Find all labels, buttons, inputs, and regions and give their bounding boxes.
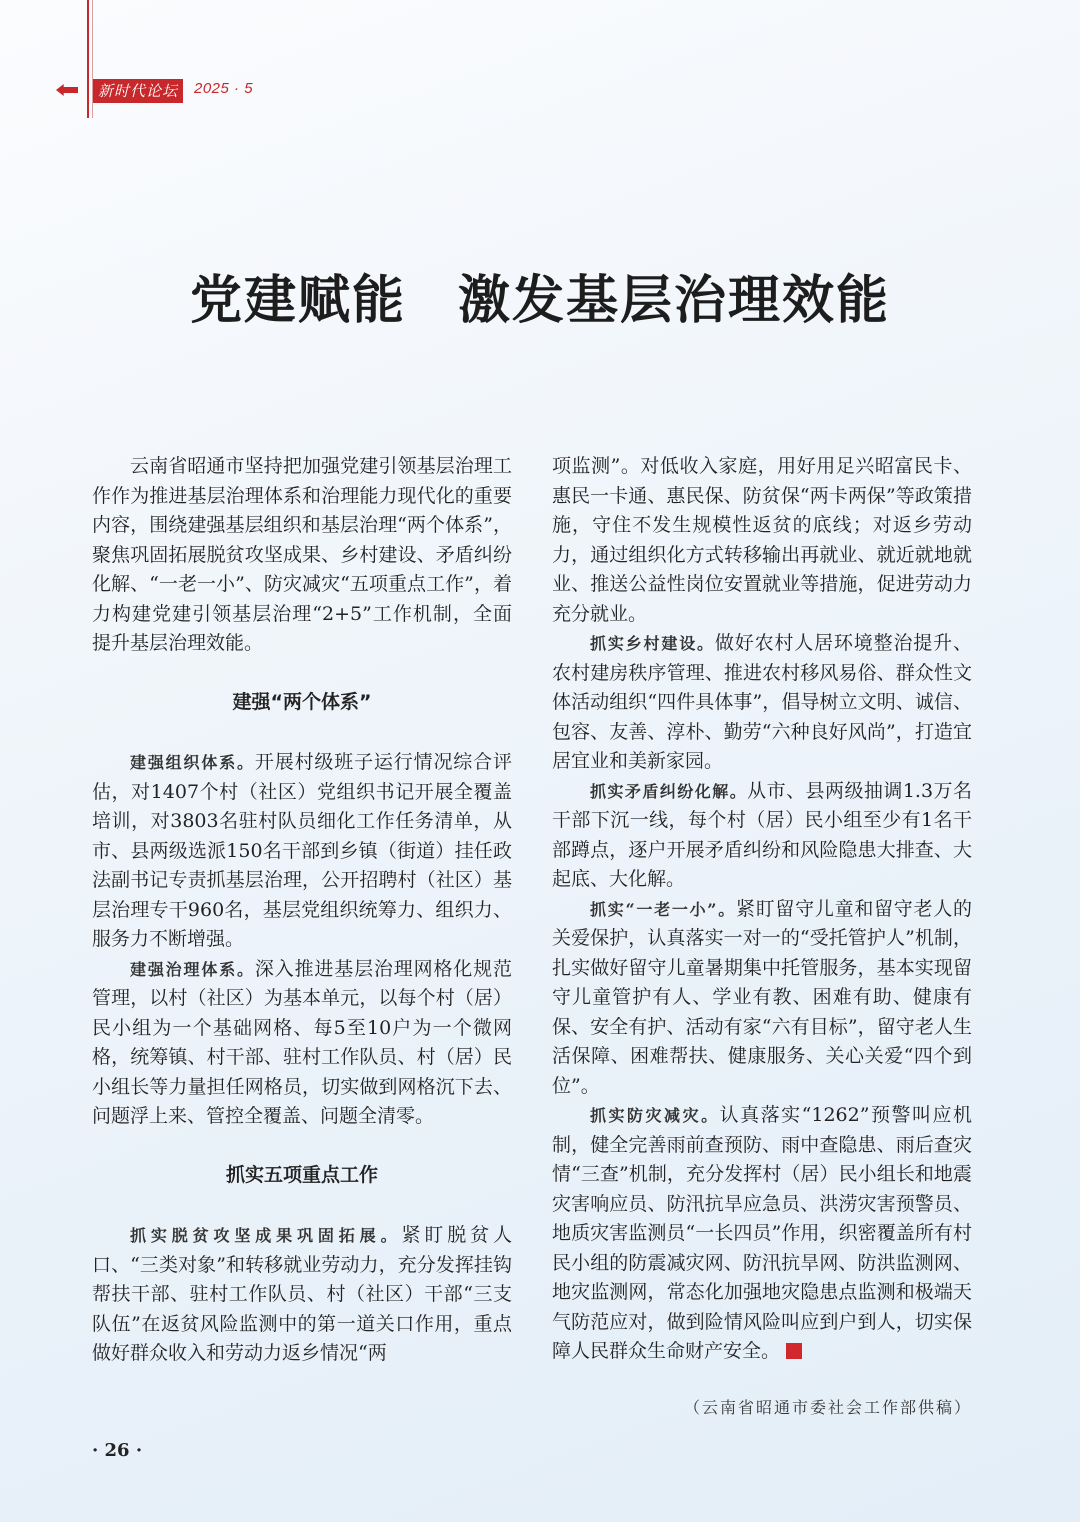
paragraph-body: 认真落实“1262”预警叫应机制，健全完善雨前查预防、雨中查隐患、雨后查灾情“三查”机制，充分发挥村（居）民小组长和地震灾害响应员、防汛抗旱应急员、洪涝灾害预警员、地质灾害监测员“一长四员”作用，织密覆盖所有村民小组的防震减灾网、防汛抗旱网、防洪监测网、地灾监测网，常态化加强地灾隐患点监测和极端天气防范应对，做到险情风险叫应到户到人，切实保障人民群众生命财产安全。 bbox=[552, 1104, 972, 1362]
paragraph-lead: 抓实乡村建设。 bbox=[590, 634, 715, 653]
column-left bbox=[92, 452, 512, 1369]
article-credit: （云南省昭通市委社会工作部供稿） bbox=[683, 1398, 972, 1417]
page-number: · 26 · bbox=[92, 1440, 143, 1461]
paragraph-lead: 抓实防灾减灾。 bbox=[590, 1106, 720, 1125]
paragraph-lead: 抓实脱贫攻坚成果巩固拓展。 bbox=[130, 1226, 402, 1245]
paragraph bbox=[552, 895, 972, 1102]
section-heading-2: 抓实五项重点工作 bbox=[225, 1163, 378, 1186]
magazine-logo: 新时代论坛 bbox=[93, 79, 183, 103]
issue-label: 2025 · 5 bbox=[194, 80, 254, 97]
paragraph-body: 紧盯留守儿童和留守老人的关爱保护，认真落实一对一的“受托管护人”机制，扎实做好留守儿童暑期集中托管服务，基本实现留守儿童管护有人、学业有教、困难有助、健康有保、安全有护、活动有家“六有目标”，留守老人生活保障、困难帮扶、健康服务、关心关爱“四个到位”。 bbox=[552, 897, 972, 1097]
paragraph-body: 紧盯脱贫人口、“三类对象”和转移就业劳动力，充分发挥挂钩帮扶干部、驻村工作队员、村（社区）干部“三支队伍”在返贫风险监测中的第一道关口作用，重点做好群众收入和劳动力返乡情况“两 bbox=[92, 1224, 512, 1364]
paragraph bbox=[552, 1101, 972, 1367]
page-header bbox=[0, 0, 1080, 130]
paragraph-body: 从市、县两级抽调1.3万名干部下沉一线，每个村（居）民小组至少有1名干部蹲点，逐户开展矛盾纠纷和风险隐患大排查、大起底、大化解。 bbox=[552, 779, 972, 890]
paragraph bbox=[552, 629, 972, 777]
paragraph-lead: 建强治理体系。 bbox=[130, 959, 255, 979]
title-part-1: 党建赋能 bbox=[189, 270, 406, 331]
paragraph-continued: 项监测”。对低收入家庭，用好用足兴昭富民卡、惠民一卡通、惠民保、防贫保“两卡两保”等政策措施，守住不发生规模性返贫的底线；对返乡劳动力，通过组织化方式转移输出再就业、就近就地就业、推送公益性岗位安置就业等措施，促进劳动力充分就业。 bbox=[552, 455, 972, 625]
header-rule bbox=[87, 0, 89, 118]
paragraph-lead: 建强组织体系。 bbox=[130, 753, 255, 772]
paragraph bbox=[92, 1221, 512, 1369]
paragraph-lead: 抓实矛盾纠纷化解。 bbox=[590, 781, 748, 801]
paragraph bbox=[92, 955, 512, 1132]
paragraph bbox=[92, 748, 512, 955]
paragraph bbox=[552, 777, 972, 895]
section-heading-1: 建强“两个体系” bbox=[232, 690, 372, 713]
paragraph-lead: 抓实“一老一小”。 bbox=[590, 899, 736, 919]
paragraph-body: 开展村级班子运行情况综合评估，对1407个村（社区）党组织书记开展全覆盖培训，对3803名驻村队员细化工作任务清单，从市、县两级选派150名干部到乡镇（街道）挂任政法副书记专责抓基层治理，公开招聘村（社区）基层治理专干960名，基层党组织统筹力、组织力、服务力不断增强。 bbox=[92, 751, 512, 950]
end-mark-icon bbox=[786, 1343, 802, 1359]
column-right bbox=[552, 452, 972, 1367]
intro-paragraph: 云南省昭通市坚持把加强党建引领基层治理工作作为推进基层治理体系和治理能力现代化的重要内容，围绕建强基层组织和基层治理“两个体系”，聚焦巩固拓展脱贫攻坚成果、乡村建设、矛盾纠纷化解、“一老一小”、防灾减灾“五项重点工作”，着力构建党建引领基层治理“2+5”工作机制，全面提升基层治理效能。 bbox=[92, 455, 512, 654]
paragraph-body: 做好农村人居环境整治提升、农村建房秩序管理、推进农村移风易俗、群众性文体活动组织“四件具体事”，倡导树立文明、诚信、包容、友善、淳朴、勤劳“六种良好风尚”，打造宜居宜业和美新家园。 bbox=[552, 632, 972, 772]
title-part-2: 激发基层治理效能 bbox=[458, 270, 891, 331]
paragraph-body: 深入推进基层治理网格化规范管理，以村（社区）为基本单元，以每个村（居）民小组为一个基础网格、每5至10户为一个微网格，统筹镇、村干部、驻村工作队员、村（居）民小组长等力量担任网格员，切实做到网格沉下去、问题浮上来、管控全覆盖、问题全清零。 bbox=[92, 957, 512, 1127]
article-title bbox=[0, 258, 1080, 333]
arrow-left-icon bbox=[56, 84, 78, 96]
